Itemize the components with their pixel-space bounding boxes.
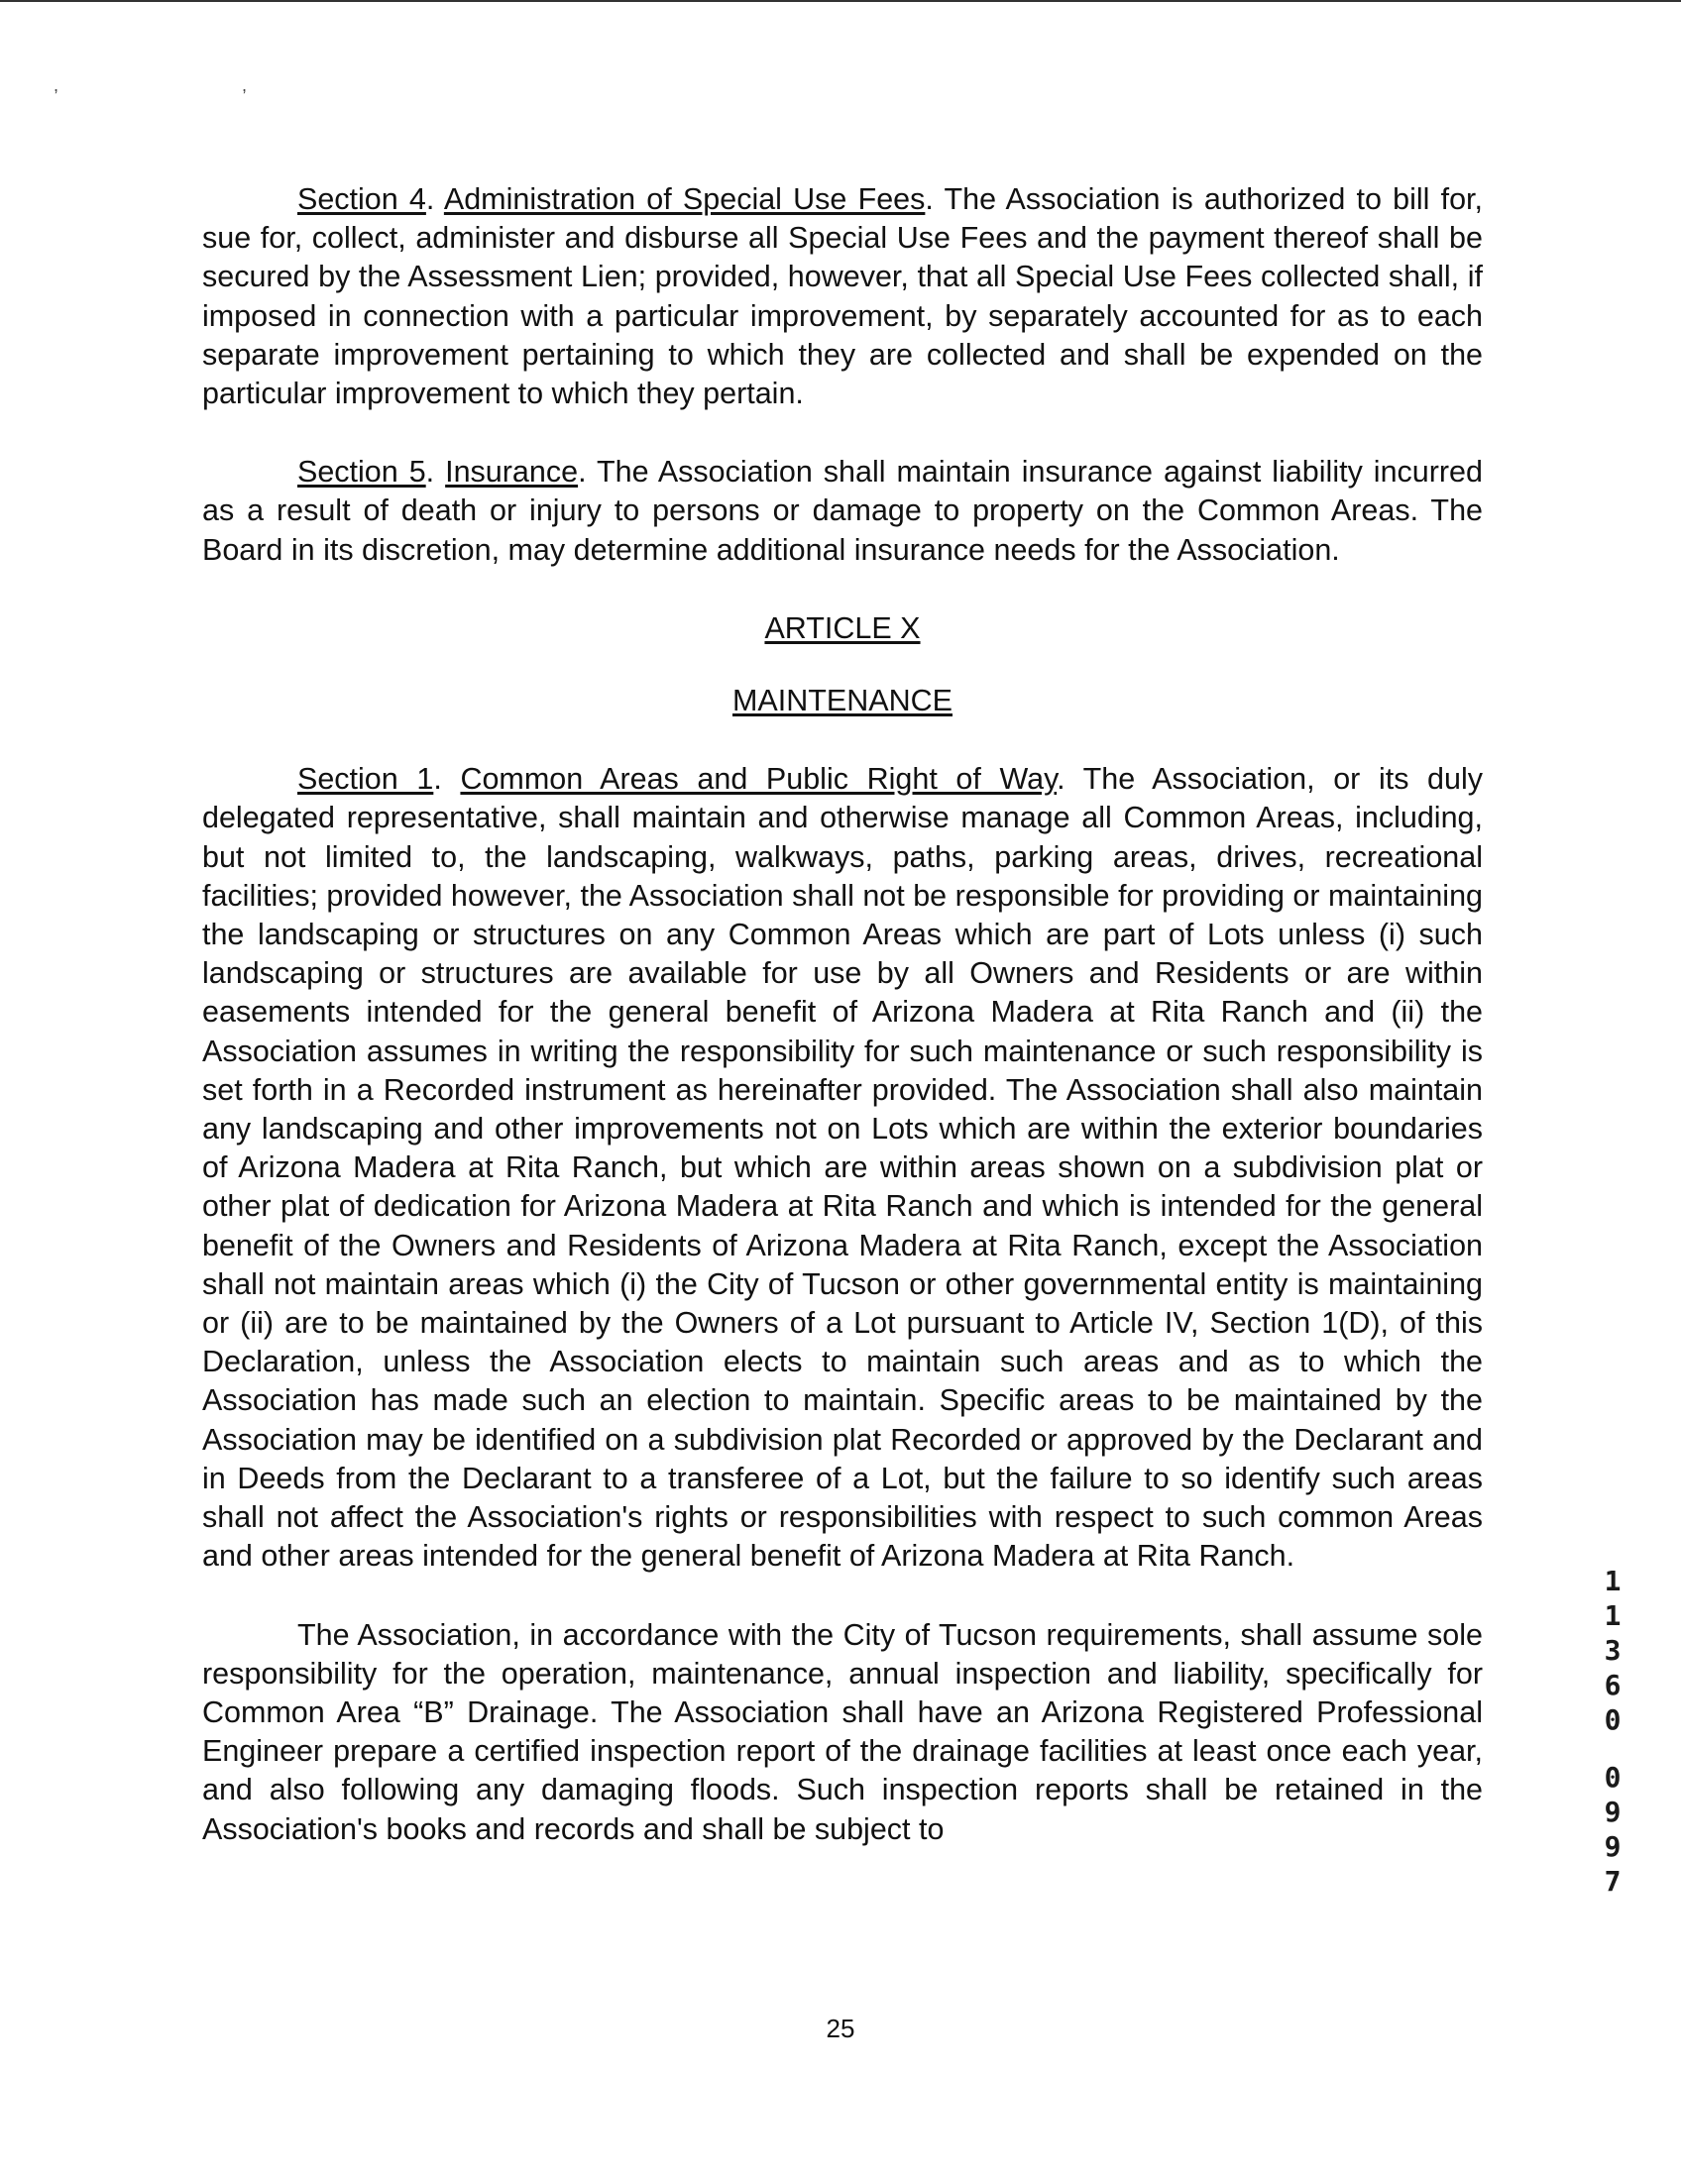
section-5-title: Insurance <box>445 455 579 490</box>
stamp-digit: 1 <box>1604 1599 1622 1632</box>
recording-stamp-lower <box>1596 1760 1629 1899</box>
stamp-digit: 7 <box>1604 1865 1622 1898</box>
stamp-digit: 0 <box>1604 1761 1622 1794</box>
section-1-paragraph: Section 1. Common Areas and Public Right of Way. The Association, or its duly delegated representative, shall maintain and otherwise manage all Common Areas, including, but not limited to, the landscaping, walkways, paths, parking areas, drives, recreational facilities; provided however, the Association shall not be responsible for providing or maintaining the landscaping or structures on any Common Areas which are part of Lots unless (i) such landscaping or structures are available for use by all Owners and Residents or are within easements intended for the general benefit of Arizona Madera at Rita Ranch and (ii) the Association assumes in writing the responsibility for such maintenance or such responsibility is set forth in a Recorded instrument as hereinafter provided. The Association shall also maintain any landscaping and other improvements not on Lots which are within the exterior boundaries of Arizona Madera at Rita Ranch, but which are within areas shown on a subdivision plat or other plat of dedication for Arizona Madera at Rita Ranch and which is intended for the general benefit of the Owners and Residents of Arizona Madera at Rita Ranch, except the Association shall not maintain areas which (i) the City of Tucson or other governmental entity is maintaining or (ii) are to be maintained by the Owners of a Lot pursuant to Article IV, Section 1(D), of this Declaration, unless the Association elects to maintain such areas and as to which the Association has made such an election to maintain. Specific areas to be maintained by the Association may be identified on a subdivision plat Recorded or approved by the Declarant and in Deeds from the Declarant to a transferee of a Lot, but the failure to so identify such areas shall not affect the Association's rights or responsibilities with respect to such common Areas and other areas intended for the general benefit of Arizona Madera at Rita Ranch. <box>202 762 1484 1574</box>
stamp-digit: 6 <box>1604 1669 1622 1701</box>
section-4-paragraph: Section 4. Administration of Special Use Fees. The Association is authorized to bill for, sue for, collect, administer and disburse all Special Use Fees and the payment thereof shall be secured by the Assessment Lien; provided, however, that all Special Use Fees collected shall, if imposed in connection with a particular improvement, by separately accounted for as to each separate improvement pertaining to which they are collected and shall be expended on the particular improvement to which they pertain. <box>202 182 1484 411</box>
section-1-title: Common Areas and Public Right of Way <box>460 762 1058 797</box>
article-subheading: MAINTENANCE <box>732 684 953 718</box>
section-5-paragraph: Section 5. Insurance. The Association shall maintain insurance against liability incurred as a result of death or injury to persons or damage to property on the Common Areas. The Board in its discretion, may determine additional insurance needs for the Association. <box>202 455 1483 567</box>
section-4-title: Administration of Special Use Fees <box>443 182 926 216</box>
recording-stamp-upper <box>1596 1564 1629 1737</box>
corner-marks: , , <box>54 75 337 95</box>
section-1-number: Section 1 <box>297 762 434 797</box>
stamp-digit: 9 <box>1604 1796 1622 1828</box>
stamp-digit: 0 <box>1604 1703 1622 1736</box>
section-4-text: The Association is authorized to bill for, sue for, collect, administer and disburse all Special Use Fees and the payment thereof shall be secured by the Assessment Lien; provided, however, that all Special Use Fees collected shall, if imposed in connection with a particular improvement, by separately accounted for as to each separate improvement pertaining to which they are collected and shall be expended on the particular improvement to which they pertain. <box>202 182 1484 411</box>
stamp-digit: 3 <box>1604 1634 1622 1667</box>
document-body <box>202 180 1483 1889</box>
section-4-number: Section 4 <box>297 182 426 216</box>
article-heading: ARTICLE X <box>764 610 921 645</box>
section-5-text: The Association shall maintain insurance against liability incurred as a result of death or injury to persons or damage to property on the Common Areas. The Board in its discretion, may determine additional insurance needs for the Association. <box>202 455 1483 567</box>
section-5-number: Section 5 <box>297 455 426 490</box>
stamp-digit: 9 <box>1604 1830 1622 1863</box>
section-1-text: The Association, or its duly delegated representative, shall maintain and otherwise manage all Common Areas, including, but not limited to, the landscaping, walkways, paths, parking areas, drives, recreational facilities; provided however, the Association shall not be responsible for providing or maintaining the landscaping or structures on any Common Areas which are part of Lots unless (i) such landscaping or structures are available for use by all Owners and Residents or are within easements intended for the general benefit of Arizona Madera at Rita Ranch and (ii) the Association assumes in writing the responsibility for such maintenance or such responsibility is set forth in a Recorded instrument as hereinafter provided. The Association shall also maintain any landscaping and other improvements not on Lots which are within the exterior boundaries of Arizona Madera at Rita Ranch, but which are within areas shown on a subdivision plat or other plat of dedication for Arizona Madera at Rita Ranch and which is intended for the general benefit of the Owners and Residents of Arizona Madera at Rita Ranch, except the Association shall not maintain areas which (i) the City of Tucson or other governmental entity is maintaining or (ii) are to be maintained by the Owners of a Lot pursuant to Article IV, Section 1(D), of this Declaration, unless the Association elects to maintain such areas and as to which the Association has made such an election to maintain. Specific areas to be maintained by the Association may be identified on a subdivision plat Recorded or approved by the Declarant and in Deeds from the Declarant to a transferee of a Lot, but the failure to so identify such areas shall not affect the Association's rights or responsibilities with respect to such common Areas and other areas intended for the general benefit of Arizona Madera at Rita Ranch. <box>202 762 1484 1574</box>
stamp-digit: 1 <box>1604 1565 1622 1597</box>
drainage-paragraph: The Association, in accordance with the City of Tucson requirements, shall assume sole responsibility for the operation, maintenance, annual inspection and liability, specifically for Common Area “B” Drainage. The Association shall have an Arizona Registered Professional Engineer prepare a certified inspection report of the drainage facilities at least once each year, and also following any damaging floods. Such inspection reports shall be retained in the Association's books and records and shall be subject to <box>202 1617 1483 1846</box>
page-number: 25 <box>826 2014 855 2043</box>
